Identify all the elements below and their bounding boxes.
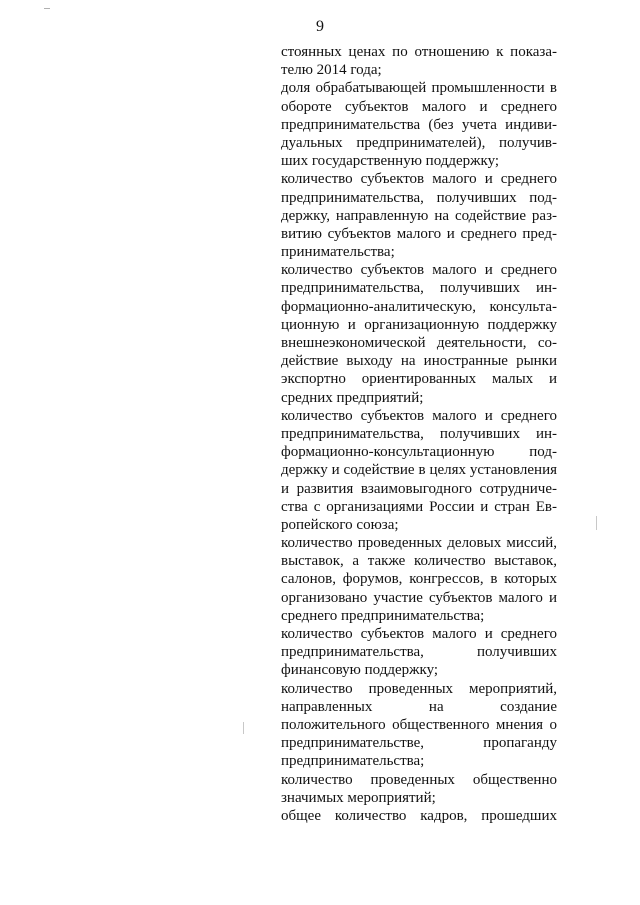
paragraph: [281, 680, 557, 771]
text-line: формационно-аналитическую, консульта-: [281, 298, 557, 315]
text-line: стоянных ценах по отношению к показа-: [281, 44, 557, 60]
paragraph: [281, 771, 557, 807]
text-line: действие выходу на иностранные рынки: [281, 353, 557, 370]
text-line: обороте субъектов малого и среднего: [281, 98, 557, 115]
text-line: предпринимательства;: [281, 753, 425, 770]
text-line: предпринимательства, получивших ин-: [281, 425, 557, 442]
text-line: организовано участие субъектов малого и: [281, 589, 557, 606]
text-line: положительного общественного мнения о: [281, 716, 557, 733]
scan-mark-left: [243, 722, 244, 734]
paragraph: [281, 43, 557, 79]
text-line: количество субъектов малого и среднего: [281, 262, 557, 279]
text-line: доля обрабатывающей промышленности в: [281, 80, 557, 97]
text-line: витию субъектов малого и среднего пред-: [281, 225, 557, 242]
text-line: значимых мероприятий;: [281, 789, 436, 806]
text-line: количество проведенных мероприятий,: [281, 680, 557, 697]
text-line: направленных на создание: [281, 698, 557, 715]
text-line: салонов, форумов, конгрессов, в которых: [281, 571, 557, 588]
text-line: предпринимательства (без учета индиви-: [281, 116, 557, 133]
text-line: дуальных предпринимателей), получив-: [281, 134, 557, 151]
text-line: держку и содействие в целях установления: [281, 462, 557, 479]
text-line: количество субъектов малого и среднего: [281, 171, 557, 188]
text-line: предпринимательства, получивших под-: [281, 189, 557, 206]
page-number: 9: [316, 18, 324, 35]
text-line: принимательства;: [281, 244, 395, 261]
text-line: среднего предпринимательства;: [281, 607, 485, 624]
text-line: телю 2014 года;: [281, 62, 382, 79]
scan-mark-top-left: [44, 8, 50, 9]
text-line: средних предприятий;: [281, 389, 424, 406]
text-line: ства с организациями России и стран Ев-: [281, 498, 557, 515]
text-line: количество субъектов малого и среднего: [281, 626, 557, 642]
text-line: ционную и организационную поддержку: [281, 316, 557, 333]
text-line: финансовую поддержку;: [281, 662, 439, 679]
paragraph: [281, 534, 557, 625]
text-line: количество проведенных общественно: [281, 771, 557, 788]
text-line: количество проведенных деловых миссий,: [281, 535, 557, 552]
text-line: предпринимательства, получивших ин-: [281, 280, 557, 297]
text-line: количество субъектов малого и среднего: [281, 407, 557, 424]
text-line: и развития взаимовыгодного сотрудниче-: [281, 480, 557, 497]
text-line: предпринимательства, получивших: [281, 644, 557, 661]
text-line: ропейского союза;: [281, 516, 399, 533]
document-text-column: [281, 43, 557, 825]
scan-mark-right: [596, 516, 597, 530]
text-line: экспортно ориентированных малых и: [281, 371, 557, 388]
text-line: общее количество кадров, прошедших: [281, 807, 557, 824]
text-line: ших государственную поддержку;: [281, 153, 500, 170]
paragraph: [281, 79, 557, 170]
paragraph: [281, 807, 557, 825]
paragraph: [281, 261, 557, 407]
text-line: выставок, а также количество выставок,: [281, 553, 557, 570]
paragraph: [281, 407, 557, 534]
text-line: формационно-консультационную под-: [281, 444, 557, 461]
paragraph: [281, 625, 557, 680]
text-line: держку, направленную на содействие раз-: [281, 207, 557, 224]
text-line: предпринимательстве, пропаганду: [281, 735, 557, 752]
text-line: внешнеэкономической деятельности, со-: [281, 335, 557, 351]
paragraph: [281, 170, 557, 261]
